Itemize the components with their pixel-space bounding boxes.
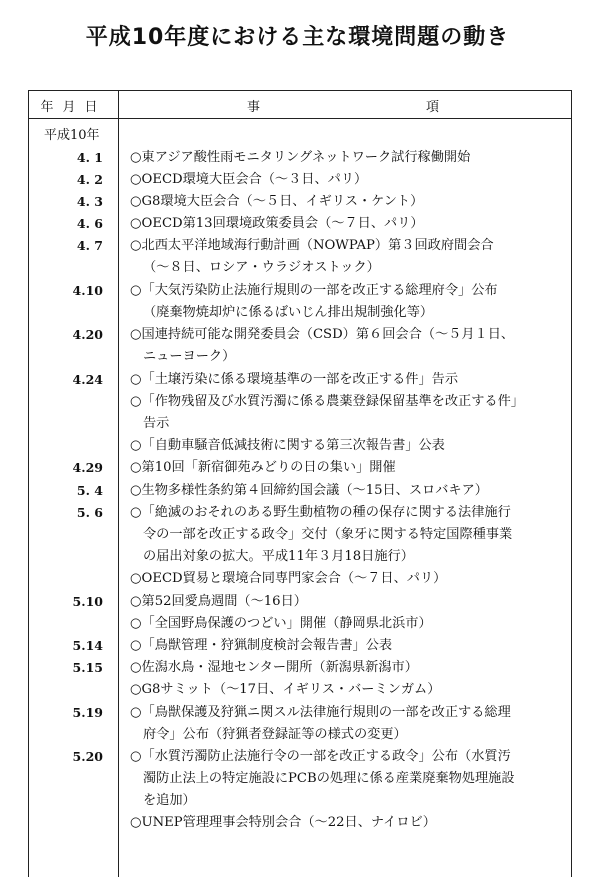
event-line: ○第52回愛鳥週間（～16日） — [130, 593, 307, 609]
event-line: ○東アジア酸性雨モニタリングネットワーク試行稼働開始 — [130, 149, 471, 165]
event-items — [130, 502, 565, 591]
event-date: 4. 3 — [76, 193, 103, 209]
header-date: 年月日 — [40, 100, 107, 115]
event-date: 4.24 — [72, 371, 103, 387]
event-line: ○UNEP管理理事会特別会合（～22日、ナイロビ） — [130, 815, 436, 831]
event-line: ○「鳥獣管理・狩猟制度検討会報告書」公表 — [130, 637, 393, 653]
event-items — [130, 147, 565, 169]
event-line: ○生物多様性条約第４回締約国会議（～15日、スロバキア） — [130, 482, 488, 498]
event-date: 5. 4 — [76, 482, 103, 498]
event-line: ニューヨーク） — [143, 349, 236, 365]
event-date: 5. 6 — [76, 504, 103, 520]
era-label: 平成10年 — [44, 128, 100, 143]
event-line: の届出対象の拡大。平成11年３月18日施行） — [143, 549, 414, 565]
event-line: （～８日、ロシア・ウラジオストック） — [143, 260, 380, 276]
header-item-1: 事 — [247, 100, 261, 115]
page-title: 平成10年度における主な環境問題の動き — [85, 25, 510, 50]
event-date: 5.10 — [72, 593, 103, 609]
event-line: （廃棄物焼却炉に係るばいじん排出規制強化等） — [143, 304, 434, 320]
event-line: ○「水質汚濁防止法施行令の一部を改正する政令」公布（水質汚 — [130, 748, 511, 764]
event-date: 5.14 — [72, 637, 103, 653]
event-line: ○北西太平洋地域海行動計画（NOWPAP）第３回政府間会合 — [130, 238, 494, 254]
event-line: 告示 — [143, 415, 170, 431]
event-items — [130, 213, 565, 235]
table-header — [29, 91, 571, 119]
event-line: ○「大気汚染防止法施行規則の一部を改正する総理府令」公布 — [130, 282, 498, 298]
event-items — [130, 457, 565, 479]
event-items — [130, 746, 565, 835]
event-items — [130, 169, 565, 191]
event-line: ○「作物残留及び水質汚濁に係る農薬登録保留基準を改正する件」 — [130, 393, 524, 409]
event-line: ○G8環境大臣会合（～５日、イギリス・ケント） — [130, 193, 424, 209]
event-line: ○「絶滅のおそれのある野生動植物の種の保存に関する法律施行 — [130, 504, 511, 520]
event-date: 4. 6 — [76, 216, 103, 232]
event-items — [130, 657, 565, 701]
event-line: ○G8サミット（～17日、イギリス・バーミンガム） — [130, 682, 441, 698]
event-line: ○OECD貿易と環境合同専門家会合（～７日、パリ） — [130, 571, 447, 587]
event-line: ○佐潟水鳥・湿地センター開所（新潟県新潟市） — [130, 660, 418, 676]
event-line: ○「土壌汚染に係る環境基準の一部を改正する件」告示 — [130, 371, 459, 387]
event-line: を追加） — [143, 793, 196, 809]
event-line: ○「自動車騒音低減技術に関する第三次報告書」公表 — [130, 438, 445, 454]
event-items — [130, 280, 565, 324]
event-date: 5.20 — [72, 748, 103, 764]
event-line: 濁防止法上の特定施設にPCBの処理に係る産業廃棄物処理施設 — [143, 771, 515, 787]
event-items — [130, 591, 565, 635]
event-date: 5.15 — [72, 660, 103, 676]
event-date: 4. 1 — [76, 149, 103, 165]
event-line: ○OECD環境大臣会合（～３日、パリ） — [130, 171, 368, 187]
event-items — [130, 191, 565, 213]
events-table — [28, 90, 572, 877]
event-line: ○第10回「新宿御苑みどりの日の集い」開催 — [130, 460, 396, 476]
event-items — [130, 480, 565, 502]
event-items — [130, 235, 565, 279]
event-date: 4. 7 — [76, 238, 103, 254]
event-date: 4.20 — [72, 327, 103, 343]
header-item-2: 項 — [426, 100, 440, 115]
event-items — [130, 635, 565, 657]
event-date: 4.10 — [72, 282, 103, 298]
event-items — [130, 702, 565, 746]
event-items — [130, 369, 565, 458]
event-line: ○「全国野鳥保護のつどい」開催（静岡県北浜市） — [130, 615, 432, 631]
event-line: ○「鳥獣保護及狩猟ニ関スル法律施行規則の一部を改正する総理 — [130, 704, 511, 720]
event-line: 府令」公布（狩猟者登録証等の様式の変更） — [143, 726, 407, 742]
event-line: ○国連持続可能な開発委員会（CSD）第６回会合（～５月１日、 — [130, 327, 515, 343]
event-line: ○OECD第13回環境政策委員会（～７日、パリ） — [130, 216, 424, 232]
event-line: 令の一部を改正する政令」交付（象牙に関する特定国際種事業 — [143, 526, 513, 542]
event-date: 5.19 — [72, 704, 103, 720]
column-divider — [118, 91, 119, 877]
event-items — [130, 324, 565, 368]
event-date: 4.29 — [72, 460, 103, 476]
event-date: 4. 2 — [76, 171, 103, 187]
